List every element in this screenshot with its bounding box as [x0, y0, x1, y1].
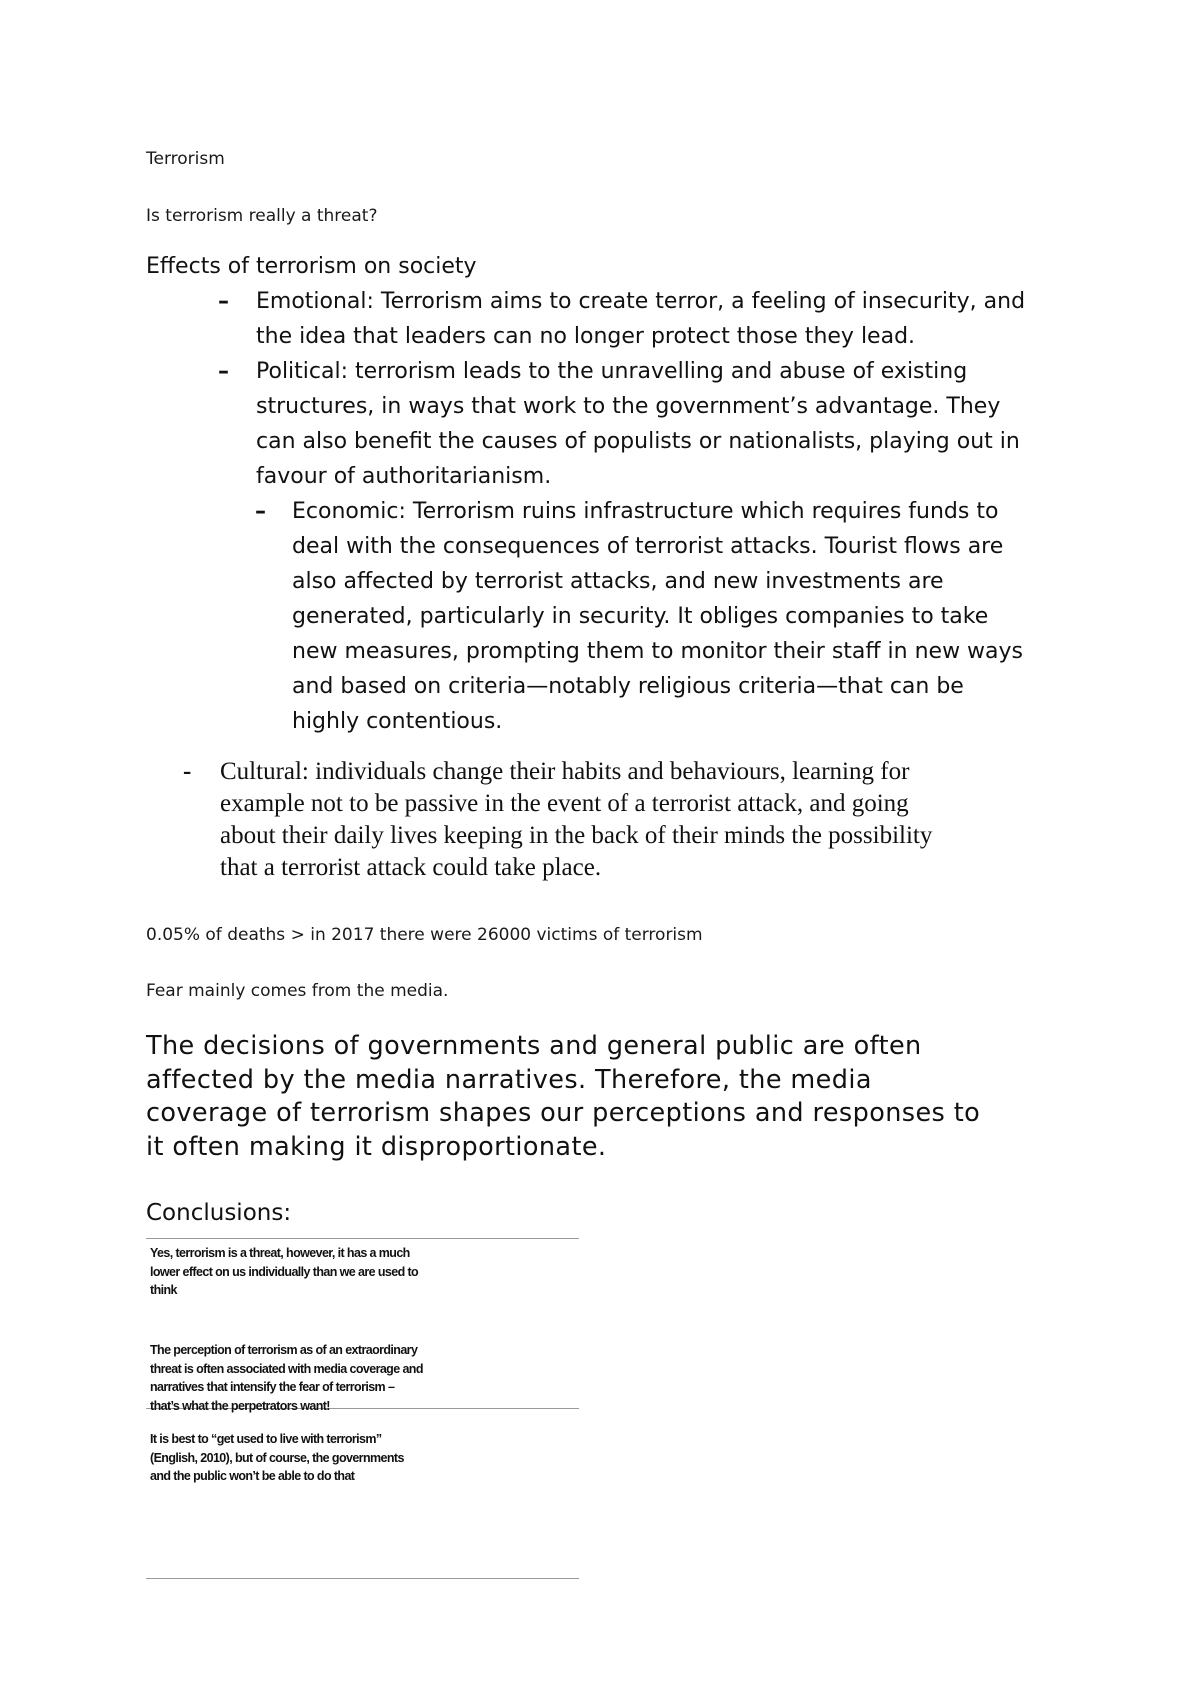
table-rule-bottom: [146, 1578, 579, 1579]
conclusion-line: think: [150, 1283, 177, 1297]
effect-line: generated, particularly in security. It obliges companies to take: [292, 604, 989, 629]
effect-text: [256, 284, 1025, 354]
statement-line: affected by the media narratives. Therefore, the media: [146, 1064, 872, 1095]
statement-line: The decisions of governments and general public are often: [146, 1031, 922, 1061]
list-dash: -: [183, 758, 192, 785]
table-rule-top: [146, 1238, 579, 1239]
effect-line: structures, in ways that work to the government’s advantage. They: [256, 394, 1001, 419]
conclusion-item-1: [150, 1244, 418, 1300]
conclusion-line: narratives that intensify the fear of terrorism –: [150, 1380, 395, 1394]
conclusion-line: lower effect on us individually than we are used to: [150, 1264, 419, 1279]
effect-text: [292, 494, 1023, 739]
effect-line: Economic: Terrorism ruins infrastructure which requires funds to: [292, 499, 999, 524]
effect-line: the idea that leaders can no longer protect those they lead.: [256, 324, 916, 349]
effect-line: example not to be passive in the event of a terrorist attack, and going: [220, 790, 909, 817]
effect-line: new measures, prompting them to monitor their staff in new ways: [292, 639, 1024, 664]
list-dash: –: [218, 359, 229, 384]
effect-line: can also benefit the causes of populists or nationalists, playing out in: [256, 429, 1020, 454]
doc-title: Terrorism: [146, 149, 225, 169]
conclusion-line: Yes, terrorism is a threat, however, it has a much: [150, 1246, 410, 1260]
conclusions-heading: Conclusions:: [146, 1200, 292, 1226]
effect-line: deal with the consequences of terrorist attacks. Tourist flows are: [292, 534, 1004, 559]
effect-line: and based on criteria—notably religious criteria—that can be: [292, 674, 964, 699]
effect-line: favour of authoritarianism.: [256, 464, 552, 489]
effects-heading: Effects of terrorism on society: [146, 254, 477, 279]
conclusion-line: (English, 2010), but of course, the governments: [150, 1450, 404, 1465]
effect-text: [256, 354, 1020, 494]
effect-line: Emotional: Terrorism aims to create terror, a feeling of insecurity, and: [256, 289, 1026, 314]
effect-line: that a terrorist attack could take place.: [220, 854, 602, 881]
list-dash: –: [255, 499, 266, 524]
fear-line: Fear mainly comes from the media.: [146, 981, 449, 1001]
list-dash: –: [218, 289, 229, 314]
effect-line: also affected by terrorist attacks, and new investments are: [292, 569, 944, 594]
stat-line: 0.05% of deaths > in 2017 there were 26000 victims of terrorism: [146, 925, 703, 945]
effect-line: highly contentious.: [292, 709, 503, 734]
conclusion-line: threat is often associated with media coverage and: [150, 1361, 423, 1376]
doc-question: Is terrorism really a threat?: [146, 206, 378, 226]
effect-line: Cultural: individuals change their habits and behaviours, learning for: [220, 758, 910, 785]
effect-line: Political: terrorism leads to the unravelling and abuse of existing: [256, 359, 968, 384]
conclusion-line: and the public won’t be able to do that: [150, 1469, 355, 1483]
statement-line: it often making it disproportionate.: [146, 1131, 607, 1162]
conclusion-item-3: [150, 1430, 404, 1486]
media-statement: [146, 1030, 980, 1164]
conclusion-line: The perception of terrorism as of an extraordinary: [150, 1343, 418, 1357]
conclusion-item-2: [150, 1341, 423, 1415]
effect-text: [220, 756, 932, 884]
conclusion-line: that’s what the perpetrators want!: [150, 1398, 330, 1413]
conclusion-line: It is best to “get used to live with terrorism”: [150, 1432, 382, 1446]
statement-line: coverage of terrorism shapes our perceptions and responses to: [146, 1098, 981, 1128]
effect-line: about their daily lives keeping in the back of their minds the possibility: [220, 822, 933, 849]
